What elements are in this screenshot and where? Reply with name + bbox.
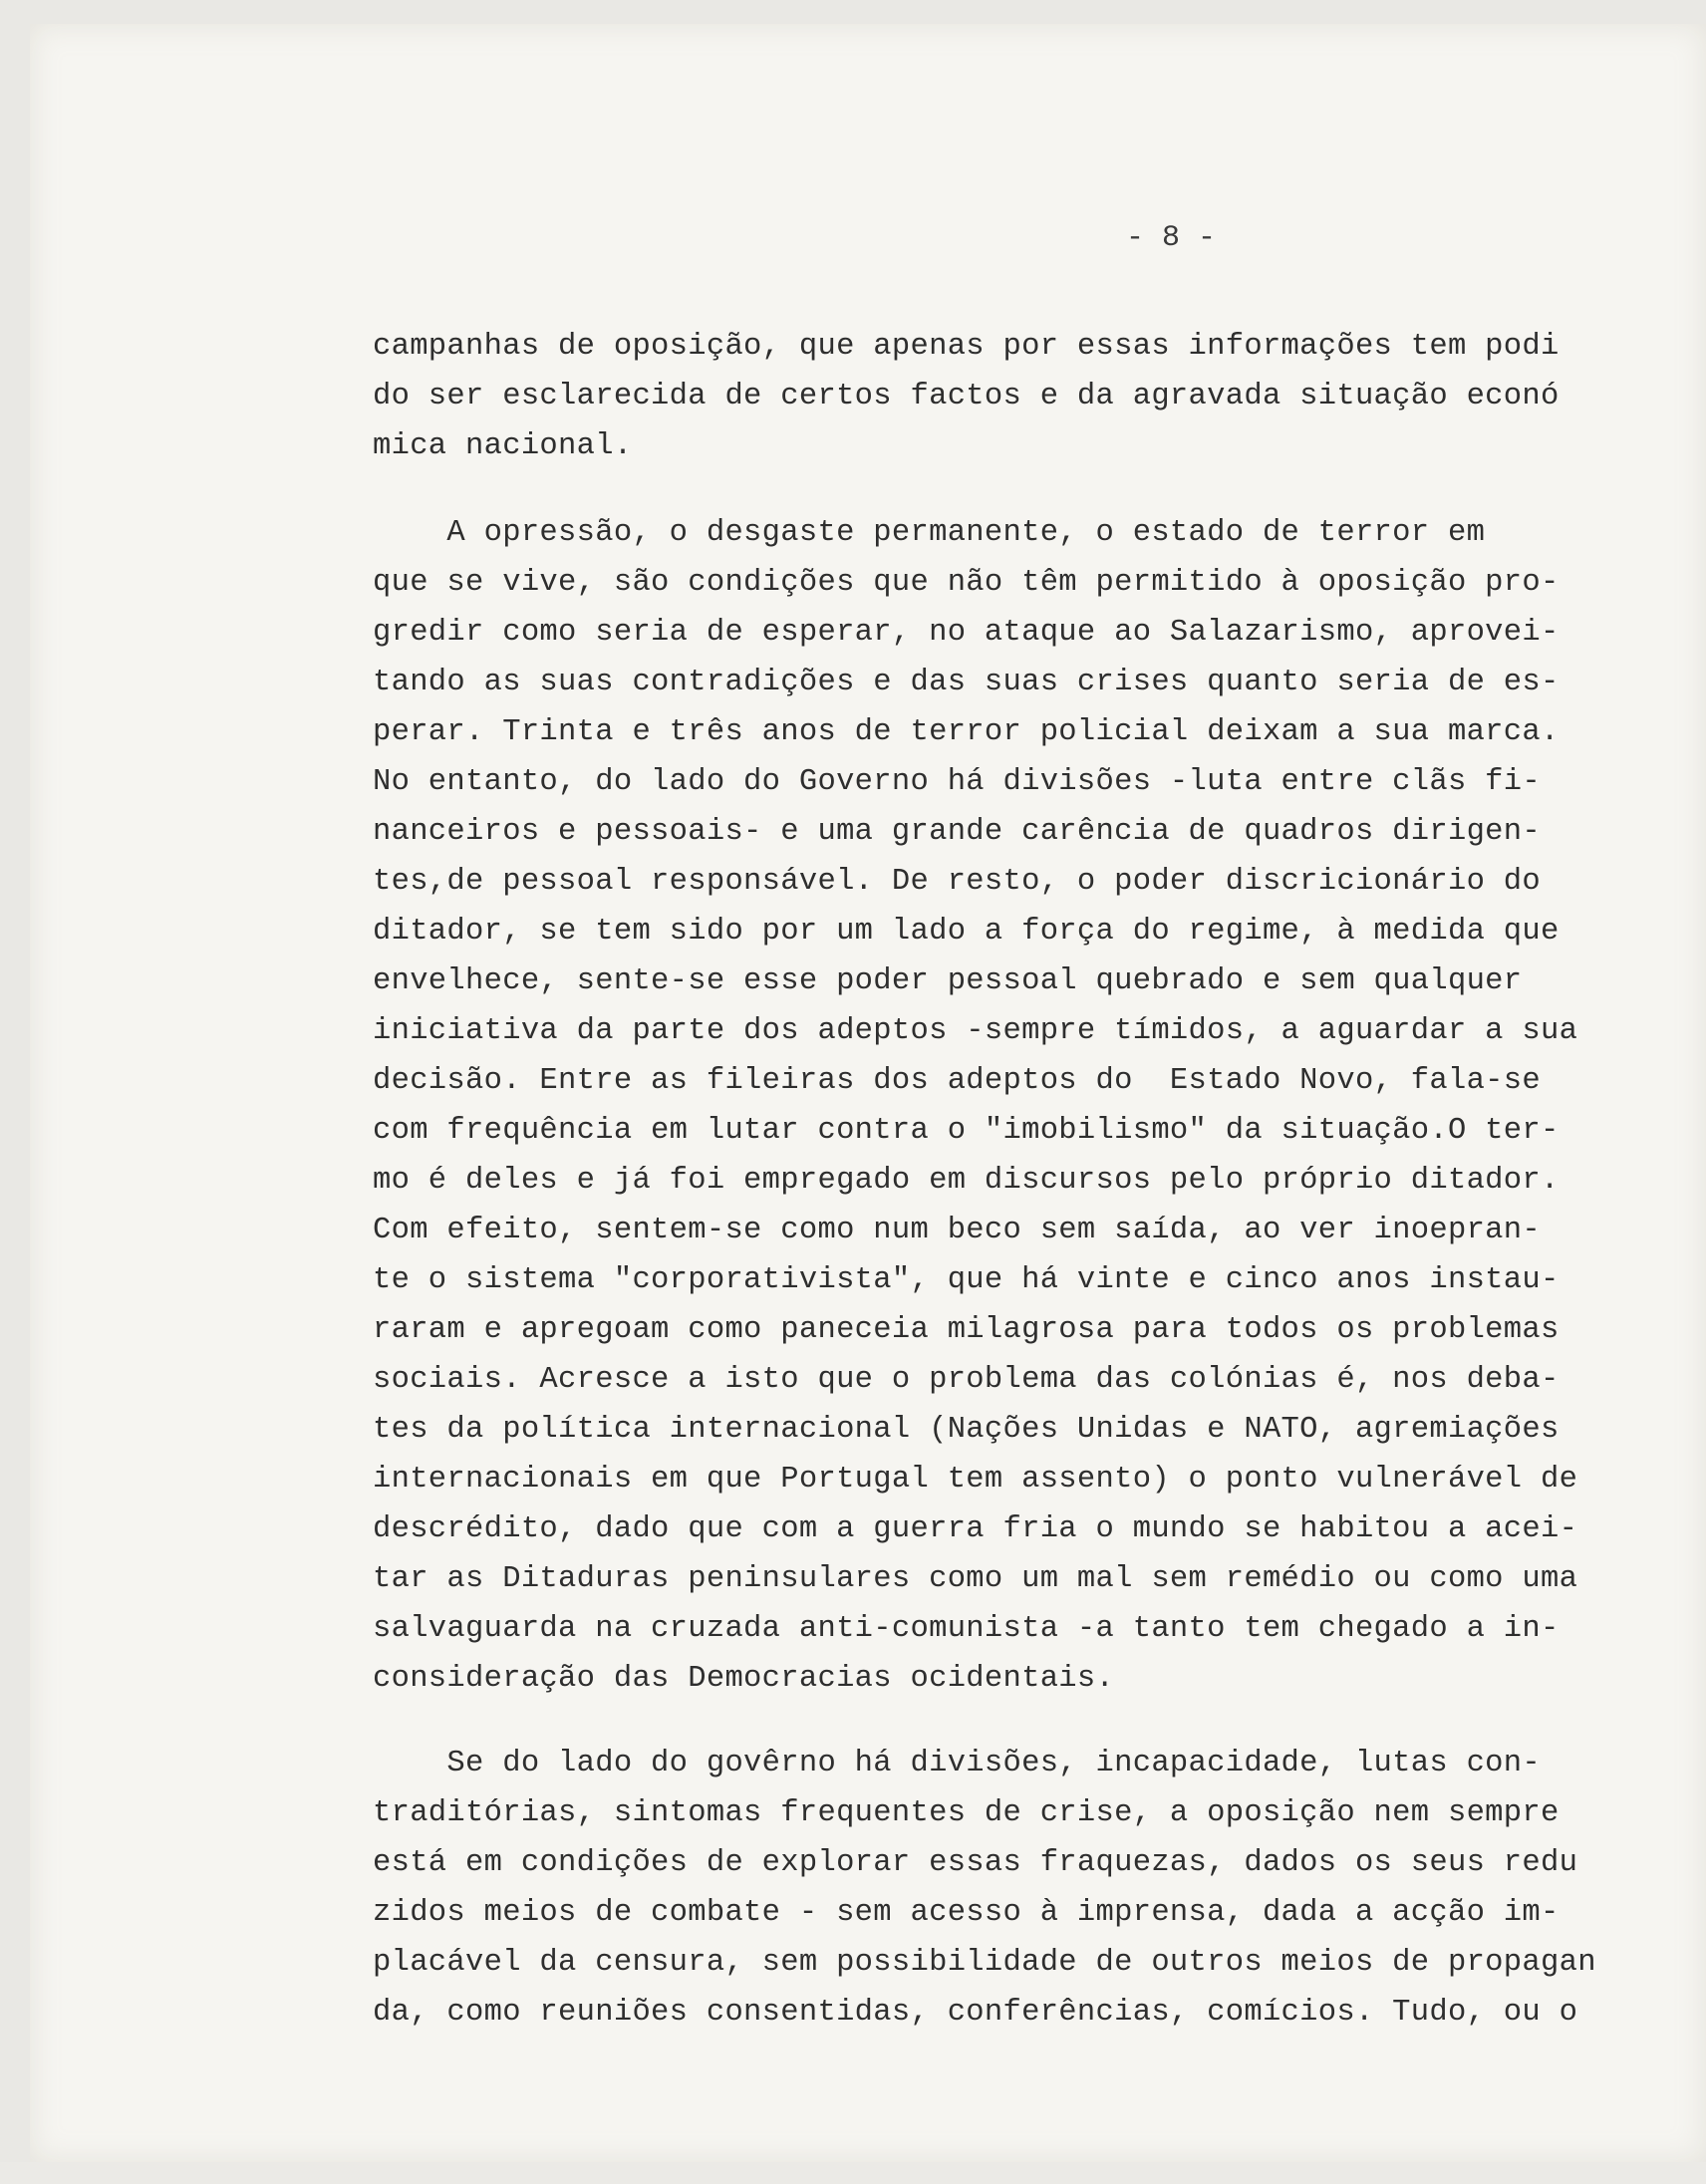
text-line: internacionais em que Portugal tem assento) o ponto vulnerável de <box>373 1463 1578 1497</box>
text-line: zidos meios de combate - sem acesso à imprensa, dada a acção im- <box>373 1896 1560 1930</box>
text-line: que se vive, são condições que não têm permitido à oposição pro- <box>373 566 1560 600</box>
text-line: No entanto, do lado do Governo há divisões -luta entre clãs fi- <box>373 765 1541 799</box>
text-line: nanceiros e pessoais- e uma grande carência de quadros dirigen- <box>373 815 1541 849</box>
text-line: mica nacional. <box>373 429 633 463</box>
text-line: mo é deles e já foi empregado em discursos pelo próprio ditador. <box>373 1164 1560 1198</box>
text-line: está em condições de explorar essas fraquezas, dados os seus redu <box>373 1846 1578 1880</box>
text-line: envelhece, sente-se esse poder pessoal quebrado e sem qualquer <box>373 964 1523 998</box>
text-line: tes,de pessoal responsável. De resto, o poder discricionário do <box>373 865 1541 899</box>
text-line: Se do lado do govêrno há divisões, incapacidade, lutas con- <box>373 1747 1541 1780</box>
text-line: descrédito, dado que com a guerra fria o mundo se habitou a acei- <box>373 1512 1578 1546</box>
text-line: campanhas de oposição, que apenas por essas informações tem podi <box>373 330 1560 364</box>
text-line: traditórias, sintomas frequentes de crise, a oposição nem sempre <box>373 1796 1560 1830</box>
text-line: sociais. Acresce a isto que o problema das colónias é, nos deba- <box>373 1363 1560 1397</box>
text-line: salvaguarda na cruzada anti-comunista -a tanto tem chegado a in- <box>373 1612 1560 1646</box>
text-line: iniciativa da parte dos adeptos -sempre tímidos, a aguardar a sua <box>373 1014 1578 1048</box>
text-line: ditador, se tem sido por um lado a força do regime, à medida que <box>373 915 1560 949</box>
text-line: A opressão, o desgaste permanente, o estado de terror em <box>373 516 1486 550</box>
text-line: perar. Trinta e três anos de terror policial deixam a sua marca. <box>373 715 1560 749</box>
text-line: placável da censura, sem possibilidade de outros meios de propagan <box>373 1946 1596 1980</box>
text-line: gredir como seria de esperar, no ataque ao Salazarismo, aprovei- <box>373 616 1560 650</box>
text-line: decisão. Entre as fileiras dos adeptos do Estado Novo, fala-se <box>373 1064 1541 1098</box>
text-line: te o sistema "corporativista", que há vinte e cinco anos instau- <box>373 1263 1560 1297</box>
text-line: consideração das Democracias ocidentais. <box>373 1662 1115 1696</box>
page-bottom-edge <box>0 2162 1706 2184</box>
text-line: raram e apregoam como paneceia milagrosa para todos os problemas <box>373 1313 1560 1347</box>
text-line: da, como reuniões consentidas, conferências, comícios. Tudo, ou o <box>373 1996 1578 2030</box>
text-line: com frequência em lutar contra o "imobilismo" da situação.O ter- <box>373 1114 1560 1148</box>
text-line: tar as Ditaduras peninsulares como um mal sem remédio ou como uma <box>373 1562 1578 1596</box>
page-number: - 8 - <box>1126 221 1217 255</box>
text-line: Com efeito, sentem-se como num beco sem saída, ao ver inoepran- <box>373 1214 1541 1247</box>
text-line: tes da política internacional (Nações Unidas e NATO, agremiações <box>373 1413 1560 1447</box>
text-line: do ser esclarecida de certos factos e da agravada situação econó <box>373 380 1560 413</box>
text-line: tando as suas contradições e das suas crises quanto seria de es- <box>373 666 1560 699</box>
